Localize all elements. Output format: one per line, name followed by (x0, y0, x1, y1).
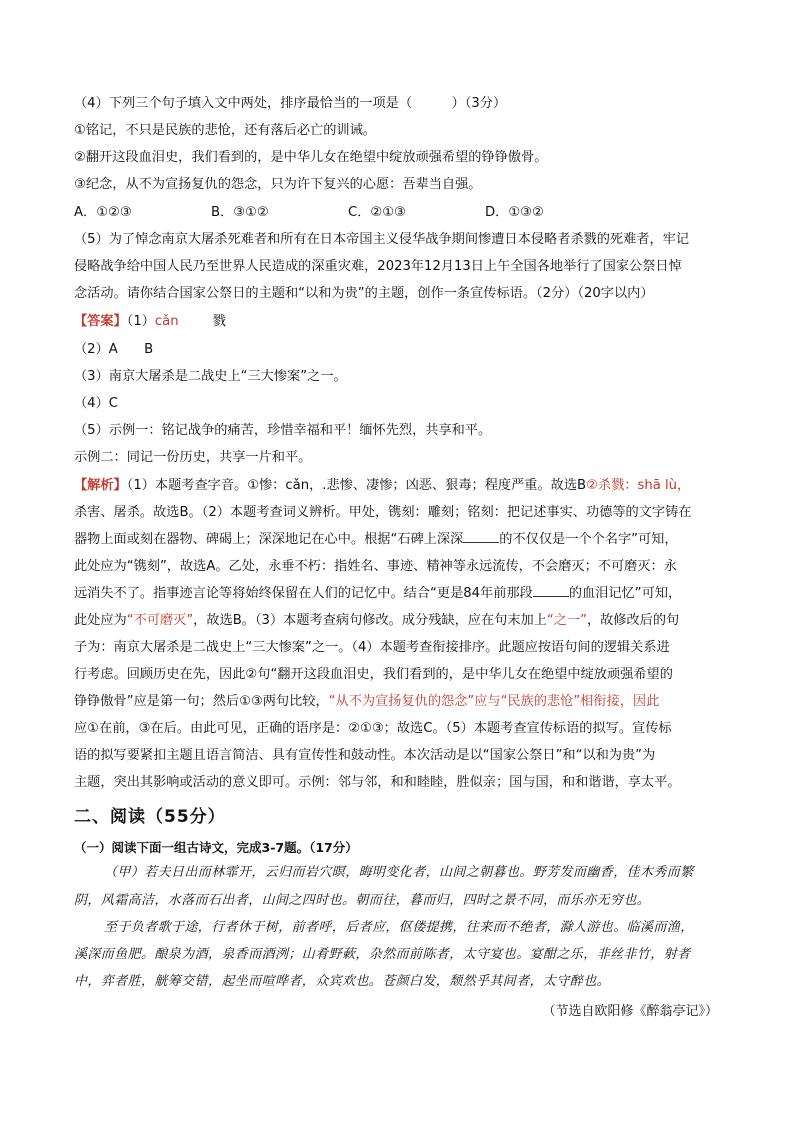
analysis-line-2: 杀害、屠杀。故选B。（2）本题考查词义辨析。甲处，镌刻：雕刻；铭刻：把记述事实、功德等的文字铸在 (74, 505, 692, 520)
answer-4: （4）C (74, 396, 118, 411)
q4-sentence-1: ①铭记，不只是民族的悲怆，还有落后必亡的训诫。 (74, 123, 376, 138)
analysis-line-10: 应①在前，③在后。由此可见，正确的语序是：②①③；故选C。（5）本题考查宣传标语的拟写。宣传标 (74, 721, 672, 736)
analysis-line-3: 器物上面或刻在器物、碑碣上；深深地记在心中。根据“石碑上深深 的不仅仅是一个个名字”可知， (74, 532, 678, 547)
answer-5-example-2: 示例二：同记一份历史，共享一片和平。 (74, 450, 312, 465)
answer-1-pinyin: cǎn (154, 314, 179, 329)
fill-blank (533, 584, 569, 597)
poem-source: （节选自欧阳修《醉翁亭记》） (542, 1004, 718, 1019)
poem-line-5: 中，弈者胜，觥筹交错，起坐而喧哗者，众宾欢也。苍颜白发，颓然乎其间者，太守醉也。 (74, 974, 611, 989)
answer-tag: 【答案】 (74, 314, 127, 329)
section-title: 二、阅读（55分） (74, 807, 226, 827)
analysis-line-6: 此处应为“不可磨灭”，故选B。（3）本题考查病句修改。成分残缺，应在句末加上“之一”，故修改后的句 (74, 613, 680, 628)
option-d: D．①③② (485, 205, 544, 220)
answer-1-char: 戮 (212, 314, 226, 329)
q4-stem: （4）下列三个句子填入文中两处，排序最恰当的一项是（ ）（3分） (74, 96, 507, 111)
poem-line-4: 溪深而鱼肥。酿泉为酒，泉香而酒洌；山肴野蔌，杂然而前陈者，太守宴也。宴酣之乐，非丝非竹，射者 (74, 947, 691, 962)
analysis-line-5: 远消失不了。指事迹言论等将始终保留在人们的记忆中。结合“更是84年前那段 的血泪记忆”可知， (74, 586, 682, 601)
poem-line-2: 阴，风霜高洁，水落而石出者，山间之四时也。朝而往，暮而归，四时之景不同，而乐亦无穷也。 (74, 893, 651, 908)
q5-line-1: （5）为了悼念南京大屠杀死难者和所有在日本帝国主义侵华战争期间惨遭日本侵略者杀戮的死难者，牢记 (74, 232, 690, 247)
q5-line-3: 念活动。请你结合国家公祭日的主题和“以和为贵”的主题，创作一条宣传标语。（2分）（20字以内） (74, 286, 654, 301)
poem-line-1: （甲）若夫日出而林霏开，云归而岩穴暝，晦明变化者，山间之朝暮也。野芳发而幽香，佳木秀而繁 (104, 865, 694, 880)
poem-line-3: 至于负者歌于途，行者休于树，前者呼，后者应，伛偻提携，往来而不绝者，滁人游也。临溪而渔， (104, 920, 694, 935)
section-subtitle: （一）阅读下面一组古诗文，完成3-7题。（17分） (74, 840, 358, 855)
option-c: C．②①③ (348, 205, 406, 220)
fill-blank (463, 530, 499, 543)
answer-3: （3）南京大屠杀是二战史上“三大惨案”之一。 (74, 369, 347, 384)
option-b: B．③①② (211, 205, 269, 220)
analysis-line-8: 行考虑。回顾历史在先，因此②句“翻开这段血泪史，我们看到的，是中华儿女在绝望中绽放顽强希望的 (74, 667, 673, 682)
answer-line-1 (74, 312, 226, 332)
q4-sentence-2: ②翻开这段血泪史，我们看到的，是中华儿女在绝望中绽放顽强希望的铮铮傲骨。 (74, 150, 548, 165)
analysis-line-1: 【解析】（1）本题考查字音。①惨：cǎn，.悲惨、凄惨；凶恶、狠毒；程度严重。故选B②杀戮：shā lù， (74, 478, 691, 493)
analysis-line-4: 此处应为“镌刻”，故选A。乙处，永垂不朽：指姓名、事迹、精神等永远流传，不会磨灭；不可磨灭：永 (74, 559, 677, 574)
answer-2: （2）A B (74, 342, 154, 357)
answer-5: （5）示例一：铭记战争的痛苦，珍惜幸福和平！缅怀先烈，共享和平。 (74, 423, 492, 438)
answer-1-number: （1） (126, 314, 155, 329)
option-a: A．①②③ (74, 205, 132, 220)
analysis-tag: 【解析】 (74, 478, 127, 493)
analysis-line-7: 子为：南京大屠杀是二战史上“三大惨案”之一。（4）本题考查衔接排序。此题应按语句间的逻辑关系进 (74, 640, 670, 655)
analysis-line-12: 主题，突出其影响或活动的意义即可。示例：邻与邻，和和睦睦，胜似亲；国与国，和和谐谐，享太平。 (74, 775, 681, 790)
analysis-line-11: 语的拟写要紧扣主题且语言简洁、具有宣传性和鼓动性。本次活动是以“国家公祭日”和“以和为贵”为 (74, 748, 656, 763)
q5-line-2: 侵略战争给中国人民乃至世界人民造成的深重灾难，2023年12月13日上午全国各地举行了国家公祭日悼 (74, 259, 682, 274)
q4-sentence-3: ③纪念，从不为宣扬复仇的怨念，只为许下复兴的心愿：吾辈当自强。 (74, 177, 482, 192)
analysis-line-9: 铮铮傲骨”应是第一句；然后①③两句比较，“从不为宣扬复仇的怨念”应与“民族的悲怆”相衔接，因此 (74, 694, 660, 709)
